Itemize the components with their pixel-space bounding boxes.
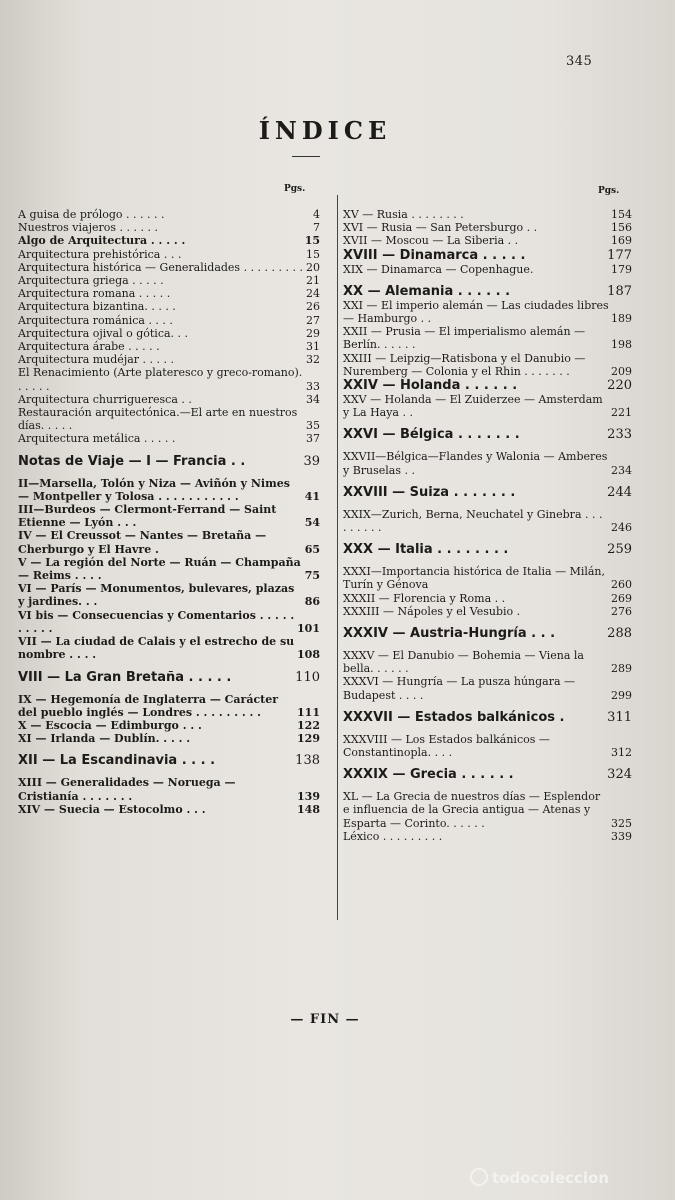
entry-page: 324 — [607, 767, 632, 783]
entry-page: 29 — [306, 326, 320, 340]
entry-page: 189 — [611, 312, 632, 326]
entry-title: XXVII—Bélgica—Flandes y Walonia — Amberes y Bruselas . . — [343, 450, 608, 477]
entry-page: 198 — [611, 338, 632, 352]
entry-title: XXIX—Zurich, Berna, Neuchatel y Ginebra . . . . . . . . . — [343, 507, 603, 535]
entry-title: XL — La Grecia de nuestros días — Esplendor e influencia de la Grecia antigua — Atenas y Esparta — Corinto. . . . . . — [343, 790, 601, 830]
entry-title: Arquitectura churrigueresca . . — [18, 392, 192, 406]
index-entry — [343, 352, 632, 378]
index-entry — [18, 670, 320, 685]
entry-title: III—Burdeos — Clermont-Ferrand — Saint Etienne — Lyón . . . — [18, 503, 277, 530]
entry-title: XXVI — Bélgica . . . . . . . — [343, 427, 520, 443]
entry-title: Arquitectura ojival o gótica. . . — [18, 326, 189, 340]
entry-title: XXX — Italia . . . . . . . . — [343, 542, 509, 558]
index-entry — [18, 221, 320, 234]
entry-page: 39 — [303, 453, 320, 469]
index-entry — [343, 234, 632, 247]
entry-title: XX — Alemania . . . . . . — [343, 283, 511, 299]
index-entry — [18, 719, 320, 732]
index-entry — [343, 767, 632, 782]
entry-title: XIV — Suecia — Estocolmo . . . — [18, 802, 206, 816]
index-entry — [18, 732, 320, 745]
index-entry — [18, 609, 320, 635]
entry-title: XXIV — Holanda . . . . . . — [343, 378, 518, 394]
index-entry — [343, 450, 632, 476]
entry-page: 177 — [607, 247, 632, 263]
index-entry — [18, 327, 320, 340]
index-entry — [343, 378, 632, 393]
fin-mark: — FIN — — [290, 1012, 360, 1027]
entry-page: 311 — [607, 709, 632, 725]
entry-title: XV — Rusia . . . . . . . . — [343, 208, 464, 221]
entry-page: 339 — [611, 829, 632, 843]
index-entry — [343, 263, 632, 276]
index-entry — [18, 393, 320, 406]
entry-page: 259 — [607, 542, 632, 558]
index-entry — [343, 299, 632, 325]
index-entry — [18, 208, 320, 221]
entry-page: 169 — [611, 234, 632, 248]
entry-title: Arquitectura prehistórica . . . — [18, 247, 182, 261]
index-entry — [18, 300, 320, 313]
index-entry — [18, 582, 320, 608]
entry-title: XXII — Prusia — El imperialismo alemán — Berlín. . . . . . — [343, 325, 586, 352]
entry-page: 289 — [611, 662, 632, 676]
entry-title: VIII — La Gran Bretaña . . . . . — [18, 669, 232, 685]
entry-title: V — La región del Norte — Ruán — Champaña — Reims . . . . — [18, 555, 301, 583]
index-column-right — [343, 208, 632, 843]
entry-page: 129 — [297, 732, 320, 746]
entry-page: 86 — [304, 595, 320, 609]
entry-page: 75 — [304, 569, 320, 583]
entry-title: Algo de Arquitectura . . . . . — [18, 234, 186, 248]
entry-page: 31 — [306, 340, 320, 354]
entry-page: 54 — [304, 516, 320, 530]
entry-title: XXXIV — Austria-Hungría . . . — [343, 626, 556, 642]
entry-title: XXXV — El Danubio — Bohemia — Viena la bella. . . . . . — [343, 649, 584, 676]
entry-page: 220 — [607, 378, 632, 394]
index-entry — [343, 325, 632, 351]
entry-title: XII — La Escandinavia . . . . — [18, 753, 216, 769]
entry-page: 221 — [611, 406, 632, 420]
entry-title: XXV — Holanda — El Zuiderzee — Amsterdam y La Haya . . — [343, 393, 603, 420]
watermark-text: todocoleccion — [492, 1169, 609, 1187]
entry-title: Arquitectura romana . . . . . — [18, 287, 171, 301]
entry-title: Arquitectura bizantina. . . . . — [18, 300, 176, 314]
entry-page: 244 — [607, 484, 632, 500]
entry-page: 148 — [297, 802, 320, 816]
entry-page: 233 — [607, 427, 632, 443]
entry-page: 7 — [313, 221, 320, 235]
index-entry — [343, 710, 632, 725]
entry-page: 15 — [304, 234, 320, 248]
watermark — [470, 1168, 665, 1190]
index-entry — [343, 208, 632, 221]
entry-page: 234 — [611, 463, 632, 477]
entry-page: 41 — [304, 489, 320, 503]
entry-title: Arquitectura metálica . . . . . — [18, 432, 176, 446]
index-entry — [343, 790, 632, 830]
index-entry — [18, 314, 320, 327]
index-entry — [343, 605, 632, 618]
entry-title: IV — El Creussot — Nantes — Bretaña — Cherburgo y El Havre . — [18, 529, 267, 556]
entry-title: Arquitectura románica . . . . — [18, 313, 173, 327]
entry-title: II—Marsella, Tolón y Niza — Aviñón y Nimes — Montpeller y Tolosa . . . . . . . . . . . — [18, 476, 290, 503]
watermark-logo-icon — [470, 1168, 488, 1186]
entry-title: XIII — Generalidades — Noruega — Cristianía . . . . . . . — [18, 776, 236, 803]
index-entry — [343, 542, 632, 557]
entry-page: 65 — [304, 542, 320, 556]
index-entry — [343, 485, 632, 500]
entry-title: XXXVII — Estados balkánicos . — [343, 709, 565, 725]
pgs-label-left: Pgs. — [284, 184, 306, 194]
entry-page: 111 — [297, 705, 320, 719]
entry-title: Léxico . . . . . . . . . — [343, 829, 443, 843]
entry-page: 26 — [306, 300, 320, 314]
index-entry — [343, 733, 632, 759]
index-entry — [18, 248, 320, 261]
entry-title: Arquitectura griega . . . . . — [18, 274, 164, 288]
entry-title: Arquitectura mudéjar . . . . . — [18, 353, 175, 367]
entry-title: El Renacimiento (Arte plateresco y greco-romano). . . . . . — [18, 366, 303, 393]
index-entry — [343, 830, 632, 843]
index-entry — [18, 353, 320, 366]
entry-title: XXXII — Florencia y Roma . . — [343, 591, 506, 605]
index-entry — [343, 427, 632, 442]
entry-page: 156 — [611, 221, 632, 235]
entry-page: 138 — [295, 753, 320, 769]
entry-page: 21 — [306, 274, 320, 288]
index-entry — [343, 626, 632, 641]
page-title: ÍNDICE — [258, 116, 392, 145]
index-entry — [18, 477, 320, 503]
entry-title: IX — Hegemonía de Inglaterra — Carácter del pueblo inglés — Londres . . . . . . . . . — [18, 692, 279, 719]
index-entry — [18, 274, 320, 287]
index-entry — [343, 649, 632, 675]
entry-page: 24 — [306, 287, 320, 301]
pgs-label-right: Pgs. — [598, 186, 620, 196]
entry-title: A guisa de prólogo . . . . . . — [18, 208, 165, 221]
index-entry — [18, 803, 320, 816]
index-entry — [18, 261, 320, 274]
index-entry — [343, 592, 632, 605]
entry-page: 122 — [297, 718, 320, 732]
index-entry — [343, 248, 632, 263]
index-entry — [343, 284, 632, 299]
entry-title: XXXI—Importancia histórica de Italia — Milán, Turín y Génova — [343, 565, 606, 592]
entry-title: XXXIX — Grecia . . . . . . — [343, 767, 514, 783]
index-entry — [18, 406, 320, 432]
entry-page: 33 — [306, 379, 320, 393]
entry-page: 35 — [306, 419, 320, 433]
index-column-left — [18, 208, 320, 816]
entry-title: XVII — Moscou — La Siberia . . — [343, 234, 519, 248]
entry-page: 209 — [611, 364, 632, 378]
entry-title: Notas de Viaje — I — Francia . . — [18, 453, 246, 469]
index-entry — [18, 635, 320, 661]
index-entry — [18, 503, 320, 529]
entry-page: 20 — [306, 260, 320, 274]
entry-title: XXIII — Leipzig—Ratisbona y el Danubio — Nuremberg — Colonia y el Rhin . . . . . . . — [343, 351, 586, 378]
index-entry — [18, 366, 320, 392]
index-entry — [18, 529, 320, 555]
page-number: 345 — [566, 54, 593, 69]
entry-title: VII — La ciudad de Calais y el estrecho de su nombre . . . . — [18, 635, 295, 662]
entry-page: 246 — [611, 521, 632, 535]
entry-title: VI — París — Monumentos, bulevares, plazas y jardines. . . — [18, 582, 295, 609]
entry-page: 312 — [611, 746, 632, 760]
entry-page: 4 — [313, 208, 320, 221]
entry-title: XI — Irlanda — Dublín. . . . . — [18, 732, 191, 746]
index-entry — [18, 287, 320, 300]
entry-page: 269 — [611, 591, 632, 605]
index-entry — [18, 556, 320, 582]
entry-page: 108 — [297, 648, 320, 662]
column-divider — [337, 195, 338, 920]
entry-title: VI bis — Consecuencias y Comentarios . . . . . . . . . . — [18, 608, 295, 635]
entry-title: X — Escocia — Edimburgo . . . — [18, 718, 202, 732]
entry-page: 37 — [306, 432, 320, 446]
entry-title: Arquitectura histórica — Generalidades . . . . . . . . . — [18, 260, 304, 274]
entry-page: 27 — [306, 313, 320, 327]
entry-title: Restauración arquitectónica.—El arte en nuestros días. . . . . — [18, 406, 298, 433]
entry-page: 260 — [611, 578, 632, 592]
entry-page: 154 — [611, 208, 632, 221]
entry-page: 15 — [306, 247, 320, 261]
entry-title: XVI — Rusia — San Petersburgo . . — [343, 221, 538, 235]
title-rule — [292, 156, 320, 157]
entry-page: 110 — [295, 669, 320, 685]
entry-page: 139 — [297, 789, 320, 803]
entry-title: XXXIII — Nápoles y el Vesubio . — [343, 604, 521, 618]
index-entry — [343, 565, 632, 591]
index-entry — [343, 221, 632, 234]
entry-title: XXXVIII — Los Estados balkánicos — Constantinopla. . . . — [343, 732, 550, 760]
entry-page: 32 — [306, 353, 320, 367]
entry-page: 179 — [611, 262, 632, 276]
entry-title: XVIII — Dinamarca . . . . . — [343, 247, 526, 263]
entry-page: 299 — [611, 688, 632, 702]
entry-page: 276 — [611, 604, 632, 618]
entry-title: XIX — Dinamarca — Copenhague. — [343, 262, 534, 276]
index-entry — [18, 753, 320, 768]
entry-page: 187 — [607, 283, 632, 299]
entry-title: XXI — El imperio alemán — Las ciudades libres — Hamburgo . . — [343, 298, 609, 326]
index-entry — [18, 454, 320, 469]
index-entry — [18, 340, 320, 353]
entry-title: XXXVI — Hungría — La pusza húngara — Budapest . . . . — [343, 675, 576, 702]
entry-page: 325 — [611, 816, 632, 830]
entry-page: 101 — [297, 621, 320, 635]
entry-title: Arquitectura árabe . . . . . — [18, 340, 160, 354]
index-entry — [343, 393, 632, 419]
entry-page: 288 — [607, 626, 632, 642]
index-entry — [343, 508, 632, 534]
entry-title: Nuestros viajeros . . . . . . — [18, 221, 159, 235]
index-entry — [18, 776, 320, 802]
entry-title: XXVIII — Suiza . . . . . . . — [343, 484, 516, 500]
index-entry — [18, 693, 320, 719]
index-entry — [18, 234, 320, 247]
index-entry — [343, 675, 632, 701]
entry-page: 34 — [306, 392, 320, 406]
index-entry — [18, 432, 320, 445]
